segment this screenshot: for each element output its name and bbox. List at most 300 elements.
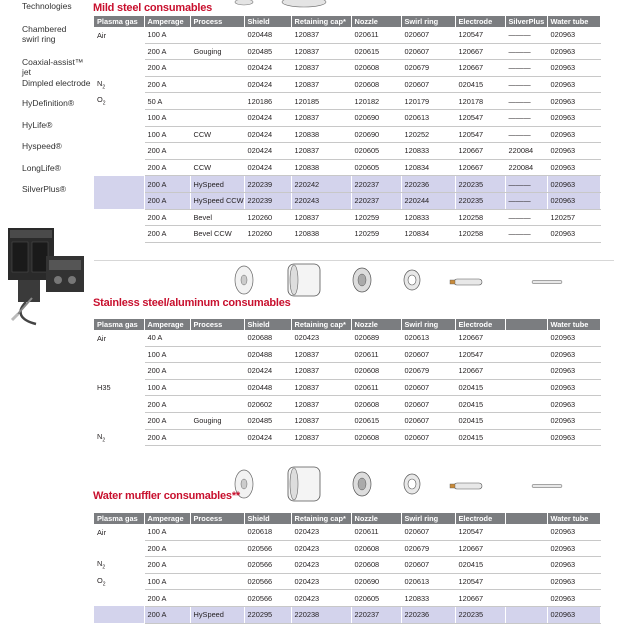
table-cell: 100 A — [144, 346, 190, 363]
column-header: Shield — [244, 16, 291, 27]
table-cell: 200 A — [144, 540, 190, 557]
table-cell — [190, 540, 244, 557]
table-cell: 020423 — [291, 330, 351, 346]
table-cell: 40 A — [144, 330, 190, 346]
plasma-gas-cell: $N_2$ — [94, 76, 144, 93]
column-header: Electrode — [455, 319, 505, 330]
table-cell: 120257 — [547, 209, 600, 226]
table-cell: 220238 — [291, 606, 351, 623]
plasma-gas-cell — [94, 109, 144, 126]
table-cell: 020605 — [351, 143, 401, 160]
table-cell — [190, 429, 244, 446]
table-cell — [190, 557, 244, 574]
column-header: Amperage — [144, 16, 190, 27]
table-cell: 020963 — [547, 573, 600, 590]
table-cell: 020963 — [547, 109, 600, 126]
table-cell — [190, 379, 244, 396]
table-cell: 200 A — [144, 76, 190, 93]
table-cell: 020602 — [244, 396, 291, 413]
table-cell: 020415 — [455, 412, 505, 429]
table-cell: CCW — [190, 126, 244, 143]
stainless-aluminum-table — [94, 319, 601, 446]
table-cell: 020607 — [401, 429, 455, 446]
table-cell — [505, 346, 547, 363]
table-cell: 220084 — [505, 143, 547, 160]
table-cell: 020963 — [547, 226, 600, 243]
table-cell: 020415 — [455, 396, 505, 413]
table-cell: 200 A — [144, 60, 190, 77]
table-cell: 220237 — [351, 606, 401, 623]
table-cell: 020690 — [351, 126, 401, 143]
table-row — [94, 43, 600, 60]
table-cell: 120258 — [455, 226, 505, 243]
table-cell: HySpeed — [190, 176, 244, 193]
divider — [94, 260, 614, 261]
table-header-row — [94, 16, 600, 27]
plasma-gas-cell — [94, 412, 144, 429]
table-cell: 120667 — [455, 43, 505, 60]
table-cell: ——— — [505, 93, 547, 110]
table-cell: 120182 — [351, 93, 401, 110]
table-row — [94, 590, 600, 607]
table-cell — [505, 573, 547, 590]
table-cell: 020424 — [244, 143, 291, 160]
table-cell: 100 A — [144, 109, 190, 126]
table-cell: 200 A — [144, 429, 190, 446]
table-cell: 020608 — [351, 76, 401, 93]
plasma-gas-cell — [94, 346, 144, 363]
table-cell: 220239 — [244, 176, 291, 193]
table-cell: 020963 — [547, 330, 600, 346]
table-row — [94, 176, 600, 193]
table-cell: 220295 — [244, 606, 291, 623]
table-cell: ——— — [505, 176, 547, 193]
table-cell: 120259 — [351, 226, 401, 243]
table-cell: ——— — [505, 109, 547, 126]
table-row — [94, 109, 600, 126]
table-cell: 020615 — [351, 43, 401, 60]
table-cell — [505, 330, 547, 346]
table-cell: HySpeed — [190, 606, 244, 623]
table-cell: 020424 — [244, 109, 291, 126]
table-cell: 120837 — [291, 27, 351, 43]
table-cell: 020608 — [351, 557, 401, 574]
table-cell: 200 A — [144, 43, 190, 60]
table-row — [94, 429, 600, 446]
table-cell — [190, 396, 244, 413]
column-header: Shield — [244, 319, 291, 330]
table-cell: 020615 — [351, 412, 401, 429]
table-header-row — [94, 513, 600, 524]
sidebar-item-technologies: Technologies — [22, 1, 72, 11]
column-header: Swirl ring — [401, 16, 455, 27]
table-cell — [190, 76, 244, 93]
table-cell: 020613 — [401, 109, 455, 126]
table-cell: 020607 — [401, 27, 455, 43]
sidebar-item-longlife: LongLife® — [22, 163, 61, 173]
table-cell: Bevel — [190, 209, 244, 226]
table-cell: 100 A — [144, 524, 190, 540]
table-cell: 020607 — [401, 524, 455, 540]
table-cell: 020963 — [547, 346, 600, 363]
table-cell: 020611 — [351, 524, 401, 540]
table-cell: 200 A — [144, 606, 190, 623]
table-cell: 220242 — [291, 176, 351, 193]
plasma-gas-cell: $O_2$ — [94, 573, 144, 590]
table-cell: 120837 — [291, 143, 351, 160]
column-header: Swirl ring — [401, 319, 455, 330]
column-header: Swirl ring — [401, 513, 455, 524]
plasma-gas-cell — [94, 226, 144, 243]
table-cell: 020566 — [244, 540, 291, 557]
table-cell: 020485 — [244, 412, 291, 429]
column-header: Water tube — [547, 16, 600, 27]
table-cell — [190, 143, 244, 160]
table-cell — [505, 429, 547, 446]
table-row — [94, 396, 600, 413]
table-cell: 220236 — [401, 606, 455, 623]
table-row — [94, 143, 600, 160]
table-cell — [190, 330, 244, 346]
table-row — [94, 363, 600, 380]
table-cell — [190, 93, 244, 110]
table-cell: 020963 — [547, 429, 600, 446]
table-cell: HySpeed CCW — [190, 192, 244, 209]
table-cell: 200 A — [144, 209, 190, 226]
table-cell — [505, 379, 547, 396]
table-cell — [190, 524, 244, 540]
table-cell: 120834 — [401, 159, 455, 176]
table-cell: 200 A — [144, 557, 190, 574]
table-cell: 100 A — [144, 27, 190, 43]
table-cell: 120547 — [455, 524, 505, 540]
table-cell: 120547 — [455, 346, 505, 363]
table-cell — [505, 590, 547, 607]
table-cell: 120837 — [291, 209, 351, 226]
table-cell — [505, 396, 547, 413]
table-cell: 120260 — [244, 226, 291, 243]
table-header-row — [94, 319, 600, 330]
table-row — [94, 159, 600, 176]
sidebar-item-hyspeed: Hyspeed® — [22, 141, 62, 151]
table-cell: 220235 — [455, 176, 505, 193]
table-cell: 120252 — [401, 126, 455, 143]
table-cell: 020963 — [547, 27, 600, 43]
table-cell: 120547 — [455, 573, 505, 590]
table-cell: 020963 — [547, 143, 600, 160]
table-cell: 100 A — [144, 126, 190, 143]
plasma-gas-cell — [94, 126, 144, 143]
table-cell: 020415 — [455, 557, 505, 574]
table-cell: 120258 — [455, 209, 505, 226]
table-cell: 020611 — [351, 27, 401, 43]
table-cell: 020688 — [244, 330, 291, 346]
column-header: Amperage — [144, 513, 190, 524]
table-cell: 200 A — [144, 396, 190, 413]
table-cell: 020423 — [291, 557, 351, 574]
mild-steel-title: Mild steel consumables — [93, 2, 213, 14]
sidebar-item-silverplus: SilverPlus® — [22, 184, 67, 194]
table-cell: 020608 — [351, 540, 401, 557]
table-cell: 120186 — [244, 93, 291, 110]
table-cell: 020424 — [244, 76, 291, 93]
table-cell: 020607 — [401, 76, 455, 93]
table-cell: 020448 — [244, 27, 291, 43]
table-cell: ——— — [505, 27, 547, 43]
table-cell: 020424 — [244, 363, 291, 380]
table-cell: 020607 — [401, 379, 455, 396]
table-cell: 020608 — [351, 60, 401, 77]
table-row — [94, 126, 600, 143]
table-cell: 020607 — [401, 43, 455, 60]
plasma-gas-cell — [94, 606, 144, 623]
table-row — [94, 379, 600, 396]
table-cell: 020608 — [351, 429, 401, 446]
table-cell: 200 A — [144, 226, 190, 243]
table-cell: 100 A — [144, 379, 190, 396]
table-cell — [190, 590, 244, 607]
plasma-gas-cell — [94, 209, 144, 226]
table-cell: 120667 — [455, 60, 505, 77]
table-cell: 120837 — [291, 346, 351, 363]
table-row — [94, 540, 600, 557]
plasma-gas-cell — [94, 60, 144, 77]
table-cell — [190, 363, 244, 380]
table-cell — [190, 573, 244, 590]
table-cell — [505, 540, 547, 557]
table-cell: 020423 — [291, 524, 351, 540]
column-header: Retaining cap* — [291, 513, 351, 524]
column-header — [505, 513, 547, 524]
table-cell: 200 A — [144, 143, 190, 160]
sidebar-item-hydefinition: HyDefinition® — [22, 98, 75, 108]
table-cell: 020689 — [351, 330, 401, 346]
plasma-gas-cell: H35 — [94, 379, 144, 396]
table-row — [94, 60, 600, 77]
table-cell: 120667 — [455, 590, 505, 607]
plasma-gas-cell: $N_2$ — [94, 429, 144, 446]
stainless-aluminum-title: Stainless steel/aluminum consumables — [93, 297, 291, 309]
table-cell — [505, 606, 547, 623]
table-cell: 120667 — [455, 363, 505, 380]
table-cell: 220235 — [455, 192, 505, 209]
water-muffler-parts-images — [94, 464, 614, 514]
table-cell: 120833 — [401, 143, 455, 160]
column-header: Process — [190, 513, 244, 524]
table-cell: 020963 — [547, 76, 600, 93]
column-header: Electrode — [455, 16, 505, 27]
table-cell: 120185 — [291, 93, 351, 110]
table-cell: 220235 — [455, 606, 505, 623]
table-cell: 120838 — [291, 226, 351, 243]
table-cell: 020485 — [244, 43, 291, 60]
table-cell: 120547 — [455, 126, 505, 143]
table-cell: 120837 — [291, 396, 351, 413]
table-cell: 200 A — [144, 176, 190, 193]
table-cell: 220084 — [505, 159, 547, 176]
plasma-gas-cell — [94, 159, 144, 176]
table-cell: 020613 — [401, 330, 455, 346]
plasma-gas-cell: $N_2$ — [94, 557, 144, 574]
table-cell: 020963 — [547, 590, 600, 607]
table-cell: 020607 — [401, 557, 455, 574]
column-header: Plasma gas — [94, 319, 144, 330]
table-cell: 020488 — [244, 346, 291, 363]
table-cell: 120178 — [455, 93, 505, 110]
column-header: Process — [190, 16, 244, 27]
table-cell: 120837 — [291, 429, 351, 446]
sidebar-item-chambered-swirl-ring: Chambered swirl ring — [22, 24, 67, 44]
plasma-gas-cell — [94, 192, 144, 209]
column-header: SilverPlus — [505, 16, 547, 27]
table-cell: 020415 — [455, 76, 505, 93]
table-cell: 120667 — [455, 330, 505, 346]
table-cell: 020423 — [291, 573, 351, 590]
table-cell: ——— — [505, 226, 547, 243]
table-cell: ——— — [505, 43, 547, 60]
table-cell: 100 A — [144, 573, 190, 590]
table-cell: 020963 — [547, 192, 600, 209]
table-cell: 120667 — [455, 159, 505, 176]
table-row — [94, 76, 600, 93]
column-header: Plasma gas — [94, 16, 144, 27]
table-row — [94, 557, 600, 574]
table-cell: 020415 — [455, 379, 505, 396]
table-cell: 020963 — [547, 540, 600, 557]
column-header: Retaining cap* — [291, 319, 351, 330]
table-cell: 200 A — [144, 412, 190, 429]
sidebar-item-hylife: HyLife® — [22, 120, 53, 130]
table-cell: 120837 — [291, 412, 351, 429]
column-header: Amperage — [144, 319, 190, 330]
plasma-gas-cell — [94, 590, 144, 607]
table-cell: 120837 — [291, 43, 351, 60]
table-cell: 120834 — [401, 226, 455, 243]
plasma-gas-cell: Air — [94, 524, 144, 540]
table-cell: 020424 — [244, 60, 291, 77]
table-cell: 020423 — [291, 590, 351, 607]
table-cell: Gouging — [190, 412, 244, 429]
table-cell — [190, 27, 244, 43]
table-cell: 120833 — [401, 209, 455, 226]
table-row — [94, 27, 600, 43]
table-cell: 200 A — [144, 159, 190, 176]
table-cell: 200 A — [144, 363, 190, 380]
table-row — [94, 524, 600, 540]
table-row — [94, 330, 600, 346]
table-cell: 020607 — [401, 346, 455, 363]
table-cell: 120179 — [401, 93, 455, 110]
plasma-gas-cell — [94, 176, 144, 193]
plasma-gas-cell: Air — [94, 330, 144, 346]
table-cell: 120259 — [351, 209, 401, 226]
column-header: Plasma gas — [94, 513, 144, 524]
table-cell: 020424 — [244, 429, 291, 446]
table-cell: ——— — [505, 209, 547, 226]
table-cell: 020613 — [401, 573, 455, 590]
table-cell: 020607 — [401, 396, 455, 413]
table-cell: ——— — [505, 60, 547, 77]
sidebar — [0, 0, 92, 625]
table-cell — [505, 524, 547, 540]
table-row — [94, 412, 600, 429]
table-cell: 220236 — [401, 176, 455, 193]
table-cell: 220243 — [291, 192, 351, 209]
table-cell: 020611 — [351, 346, 401, 363]
table-cell: 120837 — [291, 363, 351, 380]
column-header: Process — [190, 319, 244, 330]
water-muffler-table — [94, 513, 601, 624]
table-cell: 220237 — [351, 176, 401, 193]
table-cell: 020618 — [244, 524, 291, 540]
water-muffler-title: Water muffler consumables** — [93, 490, 241, 502]
table-row — [94, 606, 600, 623]
table-cell: 120547 — [455, 109, 505, 126]
table-cell: 020608 — [351, 396, 401, 413]
table-cell: 020423 — [291, 540, 351, 557]
table-cell: 020679 — [401, 540, 455, 557]
table-row — [94, 573, 600, 590]
table-cell: 020608 — [351, 363, 401, 380]
table-cell: 020566 — [244, 590, 291, 607]
column-header: Water tube — [547, 513, 600, 524]
column-header: Water tube — [547, 319, 600, 330]
table-cell: 50 A — [144, 93, 190, 110]
table-cell: 020963 — [547, 176, 600, 193]
table-cell: ——— — [505, 76, 547, 93]
table-cell: 020963 — [547, 557, 600, 574]
table-cell: 020963 — [547, 524, 600, 540]
table-cell — [190, 60, 244, 77]
table-cell: 020605 — [351, 159, 401, 176]
table-cell: 120837 — [291, 379, 351, 396]
plasma-gas-cell: Air — [94, 27, 144, 43]
column-header: Retaining cap* — [291, 16, 351, 27]
table-cell: 120837 — [291, 109, 351, 126]
table-cell: 020566 — [244, 573, 291, 590]
table-cell: 020424 — [244, 126, 291, 143]
plasma-gas-cell: $O_2$ — [94, 93, 144, 110]
table-cell: 120667 — [455, 143, 505, 160]
table-cell: 020605 — [351, 590, 401, 607]
plasma-gas-cell — [94, 363, 144, 380]
table-cell — [505, 363, 547, 380]
table-cell: Gouging — [190, 43, 244, 60]
table-cell: 020963 — [547, 60, 600, 77]
table-cell: 020690 — [351, 109, 401, 126]
table-cell — [190, 109, 244, 126]
sidebar-item-coaxial-assist-jet: Coaxial-assist™ jet — [22, 57, 84, 77]
table-cell: 020963 — [547, 379, 600, 396]
table-cell: 120833 — [401, 590, 455, 607]
table-cell: 020690 — [351, 573, 401, 590]
table-cell: 120838 — [291, 126, 351, 143]
table-row — [94, 226, 600, 243]
mild-steel-table — [94, 16, 601, 243]
column-header — [505, 319, 547, 330]
table-cell — [505, 412, 547, 429]
plasma-gas-cell — [94, 396, 144, 413]
table-cell: 020963 — [547, 126, 600, 143]
plasma-gas-cell — [94, 143, 144, 160]
table-cell: 020963 — [547, 43, 600, 60]
table-cell: 200 A — [144, 590, 190, 607]
column-header: Shield — [244, 513, 291, 524]
table-cell: 020679 — [401, 60, 455, 77]
table-cell: 220237 — [351, 192, 401, 209]
table-row — [94, 192, 600, 209]
table-cell: 020448 — [244, 379, 291, 396]
